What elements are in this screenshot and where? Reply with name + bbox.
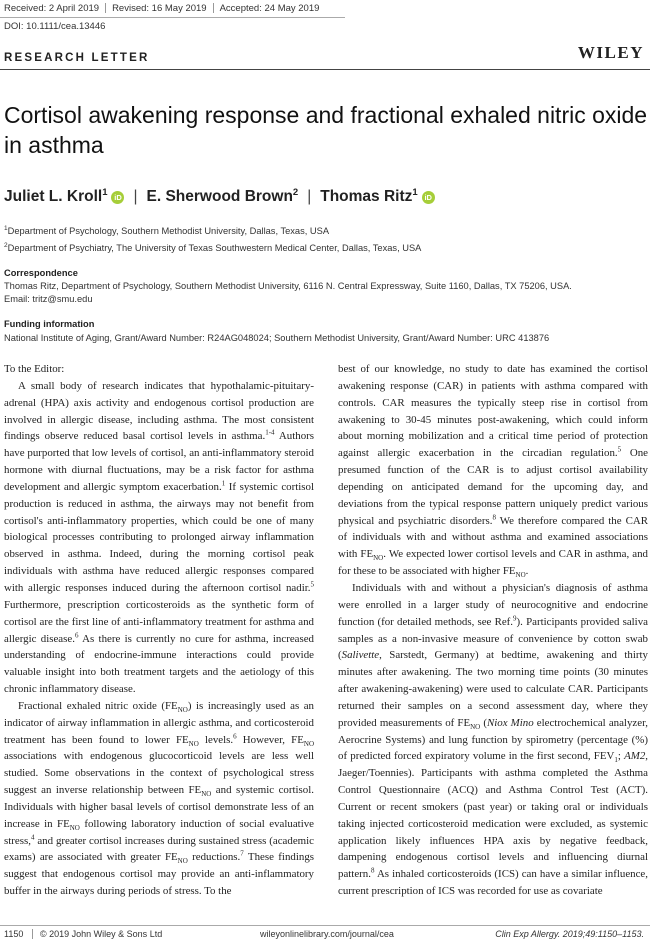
doi[interactable]: DOI: 10.1111/cea.13446	[4, 21, 106, 32]
author-affiliation-mark: 1	[412, 187, 418, 198]
author-affiliation-mark: 1	[102, 187, 108, 198]
affiliation: $^1$Department of Psychology, Southern Methodist University, Dallas, Texas, USA	[4, 225, 330, 237]
journal-url[interactable]: wileyonlinelibrary.com/journal/cea	[260, 929, 394, 939]
copyright: © 2019 John Wiley & Sons Ltd	[32, 929, 162, 939]
publisher-logo: WILEY	[577, 43, 644, 62]
article-title: Cortisol awakening response and fractional exhaled nitric oxide in asthma	[4, 102, 648, 158]
paragraph: best of our knowledge, no study to date has examined the cortisol awakening response (CAR) in patients with asthma compared with controls. CAR measures the typically steep rise in cortisol from awakening to 30-45 minutes post-awakening, which could inform about morning mobilization and a critical time period of protection against allergic exacerbation in the circadian regulation.$^5$ One presumed function of the CAR is to adjust cortisol availability depending on anticipated demand for the upcoming day, and deviations from the typical response pattern uniquely predict various physical and psychiatric disorders.$^8$ We therefore compared the CAR of individuals with and without asthma and examined associations with $FE_{NO}$. We expected lower cortisol levels and CAR in asthma, and for these to be associated with higher $FE_{NO}$.	[338, 363, 648, 580]
correspondence-label: Correspondence	[4, 268, 78, 278]
header-rule	[0, 17, 345, 18]
author-divider: |	[133, 188, 138, 206]
citation: Clin Exp Allergy. 2019;49:1150–1153.	[495, 929, 644, 939]
author-name[interactable]: E. Sherwood Brown	[146, 188, 293, 206]
paragraph: Individuals with and without a physician's diagnosis of asthma were enrolled in a larger study of neurocognitive and endocrine function (for detailed methods, see Ref.$^9$). Participants provided saliva samples as a non-invasive measure of convenience by cotton swab (Salivette, Sarstedt, Germany) at bedtime, awakening and thirty minutes after awakening. The two morning time points (30 minutes after awakening-awakening) were used to calculate CAR. Participants returned their samples on a second assessment day, where they provided measurements of $FE_{NO}$ (Niox Mino electrochemical analyzer, Aerocrine Systems) and lung function by spirometry (percentage (%) of predicted forced expiratory volume in the first second, $FEV_1$; AM2, Jaeger/Toennies). Participants with asthma completed the Asthma Control Questionnaire (ACQ) and Asthma Control Test (ACT). Current or recent smokers (past year) or taking oral or individuals taking injected corticosteroid medication were excluded, as systemic application likely influences HPA axis by negative feedback, dampening endogenous cortisol levels and influencing diurnal pattern.$^8$ As inhaled corticosteroids (ICS) can have a similar influence, current prescription of ICS was recorded for use as covariate	[338, 581, 648, 898]
section-label: RESEARCH LETTER	[4, 52, 150, 64]
footer-rule	[0, 925, 650, 926]
author-name[interactable]: Juliet L. Kroll	[4, 188, 103, 206]
body-column-left	[4, 361, 314, 900]
orcid-icon[interactable]: iD	[422, 191, 435, 204]
funding-text: National Institute of Aging, Grant/Award Number: R24AG048024; Southern Methodist University, Grant/Award Number: URC 413876	[4, 333, 550, 343]
received-date: Received: 2 April 2019	[4, 3, 100, 14]
accepted-date: Accepted: 24 May 2019	[219, 3, 320, 14]
author-affiliation-mark: 2	[292, 187, 299, 198]
salutation: To the Editor:	[4, 363, 65, 375]
revised-date: Revised: 16 May 2019	[112, 3, 207, 14]
paragraph: Fractional exhaled nitric oxide $(FE_{NO})$ is increasingly used as an indicator of airway inflammation in allergic asthma, and corticosteroid treatment has been found to lower $FE_{NO}$ levels.$^6$ However, $FE_{NO}$ associations with endogenous glucocorticoid levels are less well studied. Some observations in the context of psychological stress suggest an inverse relationship between $FE_{NO}$ and systemic cortisol. Individuals with higher basal levels of cortisol demonstrate less of an increase in $FE_{NO}$ following laboratory induction of social evaluative stress,$^4$ and greater cortisol increases during sustained stress (academic exams) are associated with greater $FE_{NO}$ reductions.$^7$ These findings suggest that endogenous cortisol may provide an anti-inflammatory buffer in the airways during periods of stress. To the	[4, 699, 315, 898]
paragraph: A small body of research indicates that hypothalamic-pituitary-adrenal (HPA) axis activity and endogenous cortisol production are involved in allergic disease, including asthma. The most consistent findings observe reduced basal cortisol levels in asthma.$^{1-4}$ Authors have purported that low levels of cortisol, an anti-inflammatory steroid hormone with diurnal fluctuations, may be a risk factor for asthma development and allergic symptom exacerbation.$^1$ If systemic cortisol production is reduced in asthma, the airways may not benefit from cortisol's anti-inflammatory properties, which could be one of many biological processes contributing to prolonged airway inflammation observed in asthma. Indeed, during the morning cortisol peak individuals with asthma have reduced allergic responses compared with allergic responses induced during the afternoon cortisol nadir.$^5$ Furthermore, prescription corticosteroids as the synthetic form of cortisol are the first line of anti-inflammatory treatment for asthma and allergic disease.$^6$ As there is currently no cure for asthma, increased understanding of endocrine-immune interactions could provide valuable insight into both treatment targets and the aetiology of this chronic inflammatory disease.	[4, 379, 315, 696]
author-name[interactable]: Thomas Ritz	[320, 188, 413, 206]
affiliation: $^2$Department of Psychiatry, The University of Texas Southwestern Medical Center, Dallas, Texas, USA	[4, 242, 422, 254]
correspondence-address: Thomas Ritz, Department of Psychology, Southern Methodist University, 6116 N. Central Expressway, Suite 1160, Dallas, TX 75206, USA.	[4, 281, 572, 291]
correspondence-email[interactable]: Email: tritz@smu.edu	[4, 294, 93, 304]
orcid-icon[interactable]: iD	[111, 191, 124, 204]
section-rule	[0, 69, 650, 70]
body-column-right	[338, 361, 648, 900]
author-list	[4, 187, 435, 206]
page-number: 1150	[4, 929, 24, 939]
dates-line	[4, 3, 319, 14]
funding-label: Funding information	[4, 319, 95, 329]
author-divider: |	[307, 188, 312, 206]
